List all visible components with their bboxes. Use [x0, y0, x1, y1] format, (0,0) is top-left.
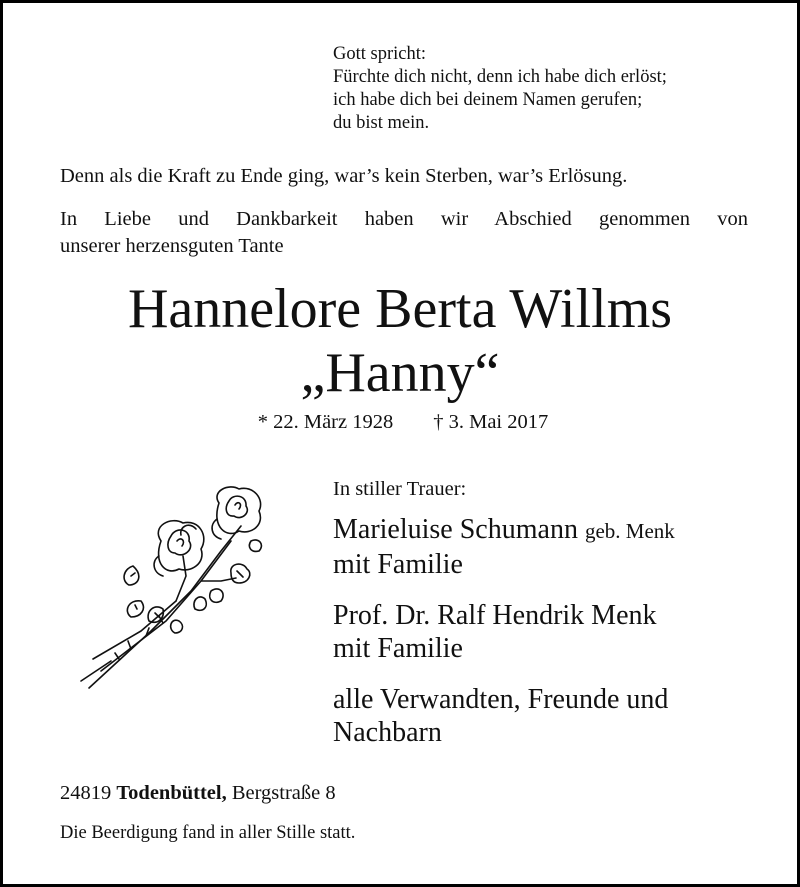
mourner-name: [333, 513, 675, 548]
address-city: Todenbüttel,: [116, 782, 227, 804]
intro-line-2: unserer herzensguten Tante: [60, 235, 284, 257]
verse-line: ich habe dich bei deinem Namen gerufen;: [333, 90, 643, 110]
mourner-name: Prof. Dr. Ralf Hendrik Menk: [333, 600, 657, 631]
mourner-maiden-name: geb. Menk: [584, 519, 675, 543]
mourner-others: alle Verwandten, Freunde und: [333, 684, 669, 715]
birth-date: * 22. März 1928: [257, 411, 394, 433]
death-date: † 3. Mai 2017: [433, 411, 549, 433]
intro-text: [60, 206, 748, 260]
roses-illustration-icon: [71, 481, 281, 696]
mourners-list: [333, 513, 675, 749]
life-dates: [3, 411, 800, 434]
mourner-others: Nachbarn: [333, 717, 442, 748]
address-zip: 24819: [60, 782, 112, 804]
memorial-quote: Denn als die Kraft zu Ende ging, war’s kein Sterben, war’s Erlösung.: [60, 165, 628, 187]
address: [60, 782, 336, 805]
funeral-note: Die Beerdigung fand in aller Stille statt.: [60, 823, 356, 843]
mourner-family: mit Familie: [333, 633, 463, 664]
address-street: Bergstraße 8: [231, 782, 336, 804]
intro-line-1: In Liebe und Dankbarkeit haben wir Abschied genommen von: [60, 208, 748, 230]
deceased-nickname: „Hanny“: [300, 342, 500, 404]
deceased-name: Hannelore Berta Willms: [127, 278, 673, 340]
mourner-family: mit Familie: [333, 549, 463, 580]
verse-line: Gott spricht:: [333, 44, 427, 64]
mourners-label: In stiller Trauer:: [333, 478, 467, 500]
verse-line: Fürchte dich nicht, denn ich habe dich erlöst;: [333, 67, 667, 87]
mourner-name-text: Marieluise Schumann: [333, 514, 578, 545]
bible-verse: [333, 43, 667, 135]
verse-line: du bist mein.: [333, 113, 430, 133]
